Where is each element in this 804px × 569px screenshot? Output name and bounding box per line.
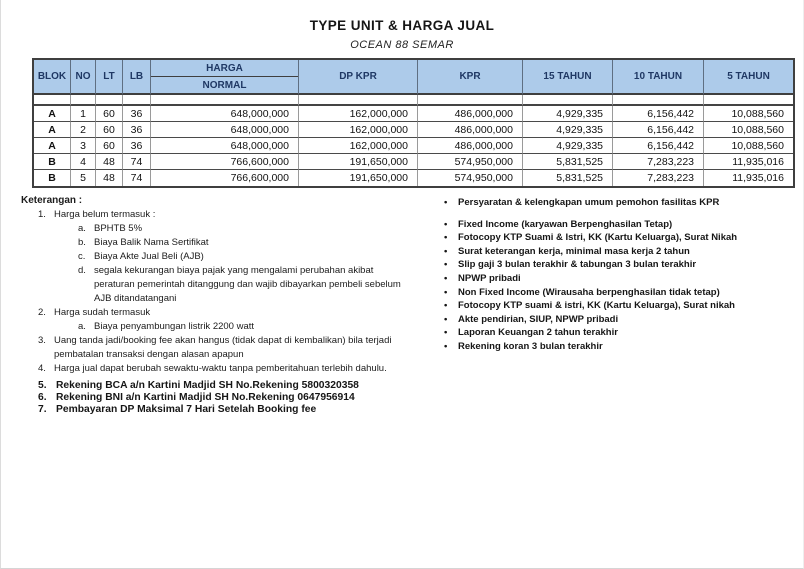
dp-payment-line: [21, 404, 421, 416]
column-header-10-tahun: 10 TAHUN: [613, 60, 704, 95]
cell-dp-kpr: 162,000,000: [299, 122, 418, 138]
cell-5-tahun: 10,088,560: [704, 138, 793, 154]
item-text: Fotocopy KTP suami & istri, KK (Kartu Keluarga), Surat nikah: [458, 300, 735, 312]
subitem-text: BPHTB 5%: [94, 223, 143, 234]
cell-lb: 36: [123, 106, 151, 122]
bullet-icon: •: [444, 197, 448, 208]
column-header-dp-kpr: DP KPR: [299, 60, 418, 95]
bullet-item: [444, 286, 800, 300]
cell-15-tahun: 4,929,335: [523, 138, 613, 154]
page-subtitle: OCEAN 88 SEMAR: [350, 39, 454, 51]
column-header-lb: LB: [123, 60, 151, 95]
harga-header-line2: NORMAL: [202, 79, 247, 91]
bullet-icon: •: [444, 232, 448, 244]
cell-10-tahun: 6,156,442: [613, 106, 704, 122]
cell-blok: A: [34, 138, 71, 154]
bank-account-block: [21, 380, 421, 417]
page-title: TYPE UNIT & HARGA JUAL: [309, 18, 495, 33]
list-item: [21, 306, 421, 320]
item-text: Non Fixed Income (Wirausaha berpenghasilan tidak tetap): [458, 286, 720, 298]
cell-lb: 36: [123, 138, 151, 154]
list-subitem: [21, 264, 421, 306]
item-number: 6.: [38, 392, 47, 404]
heading-text: Persyaratan & kelengkapan umum pemohon fasilitas KPR: [458, 197, 720, 208]
item-text: Harga belum termasuk :: [54, 209, 156, 220]
column-header-kpr: KPR: [418, 60, 523, 95]
subitem-text: Biaya Akte Jual Beli (AJB): [94, 251, 204, 262]
bullet-icon: •: [444, 272, 448, 284]
column-header-15-tahun: 15 TAHUN: [523, 60, 613, 95]
list-item: [21, 362, 421, 376]
persyaratan-section: [444, 196, 800, 354]
item-text: Slip gaji 3 bulan terakhir & tabungan 3 bulan terakhir: [458, 259, 697, 271]
cell-blok: B: [34, 154, 71, 170]
cell-5-tahun: 10,088,560: [704, 122, 793, 138]
bullet-icon: •: [444, 313, 448, 325]
item-text: Surat keterangan kerja, minimal masa kerja 2 tahun: [458, 245, 690, 257]
cell-10-tahun: 7,283,223: [613, 170, 704, 186]
item-number: 3.: [38, 335, 46, 346]
cell-no: 1: [71, 106, 96, 122]
cell-dp-kpr: 162,000,000: [299, 106, 418, 122]
cell-no: 4: [71, 154, 96, 170]
item-text: Uang tanda jadi/booking fee akan hangus (tidak dapat di kembalikan) bila terjadi pembatalan transaksi dengan alasan apapun: [54, 335, 392, 360]
item-number: 4.: [38, 363, 46, 374]
bullet-icon: •: [444, 245, 448, 257]
bank-account-line: [21, 380, 421, 392]
item-number: 1.: [38, 209, 46, 220]
bullet-icon: •: [444, 259, 448, 271]
keterangan-heading: Keterangan :: [21, 195, 83, 206]
cell-10-tahun: 7,283,223: [613, 154, 704, 170]
bullet-item: [444, 272, 800, 286]
bullet-icon: •: [444, 286, 448, 298]
bullet-item: [444, 218, 800, 232]
bullet-item: [444, 258, 800, 272]
subitem-text: Biaya Balik Nama Sertifikat: [94, 237, 209, 248]
cell-kpr: 574,950,000: [418, 170, 523, 186]
cell-no: 2: [71, 122, 96, 138]
cell-lt: 60: [96, 106, 123, 122]
cell-dp-kpr: 191,650,000: [299, 170, 418, 186]
item-number: 2.: [38, 307, 46, 318]
bullet-item: [444, 340, 800, 354]
cell-lb: 36: [123, 122, 151, 138]
cell-kpr: 486,000,000: [418, 122, 523, 138]
list-subitem: [21, 320, 421, 334]
cell-10-tahun: 6,156,442: [613, 138, 704, 154]
cell-10-tahun: 6,156,442: [613, 122, 704, 138]
item-text: Pembayaran DP Maksimal 7 Hari Setelah Booking fee: [56, 404, 317, 416]
cell-dp-kpr: 162,000,000: [299, 138, 418, 154]
bullet-icon: •: [444, 340, 448, 352]
cell-lt: 48: [96, 154, 123, 170]
item-text: NPWP pribadi: [458, 272, 521, 284]
cell-15-tahun: 4,929,335: [523, 106, 613, 122]
cell-5-tahun: 11,935,016: [732, 172, 784, 184]
cell-blok: A: [34, 106, 71, 122]
item-text: Harga sudah termasuk: [54, 307, 151, 318]
cell-kpr: 486,000,000: [418, 106, 523, 122]
cell-lt: 60: [96, 138, 123, 154]
cell-lb: 74: [123, 170, 151, 186]
item-number: 7.: [38, 404, 47, 416]
cell-15-tahun: 5,831,525: [523, 170, 613, 186]
bullet-item: [444, 245, 800, 259]
bullet-item: [444, 313, 800, 327]
subitem-text: Biaya penyambungan listrik 2200 watt: [94, 321, 255, 332]
column-header-lt: LT: [96, 60, 123, 95]
list-item: [21, 208, 421, 222]
column-header-blok: BLOK: [34, 60, 71, 95]
subitem-letter: a.: [78, 223, 86, 234]
harga-header-line1: HARGA: [151, 60, 298, 77]
bullet-icon: •: [444, 218, 448, 230]
item-text: Harga jual dapat berubah sewaktu-waktu tanpa pemberitahuan terlebih dahulu.: [54, 363, 387, 374]
bullet-icon: •: [444, 300, 448, 312]
cell-no: 3: [71, 138, 96, 154]
cell-kpr: 486,000,000: [418, 138, 523, 154]
keterangan-section: [21, 194, 421, 417]
item-text: Rekening BCA a/n Kartini Madjid SH No.Rekening 5800320358: [56, 380, 359, 391]
cell-lb: 74: [123, 154, 151, 170]
subitem-letter: a.: [78, 321, 86, 332]
cell-lt: 48: [96, 170, 123, 186]
cell-harga-normal: 648,000,000: [151, 122, 299, 138]
column-header-harga-normal: [151, 60, 299, 95]
item-text: Fotocopy KTP Suami & Istri, KK (Kartu Keluarga), Surat Nikah: [458, 232, 738, 244]
cell-blok: B: [34, 170, 71, 186]
list-item: [21, 334, 421, 362]
cell-harga-normal: 766,600,000: [151, 154, 299, 170]
cell-no: 5: [71, 170, 96, 186]
bullet-item: [444, 299, 800, 313]
subitem-letter: c.: [78, 251, 86, 262]
cell-5-tahun: 11,935,016: [704, 154, 793, 170]
cell-blok: A: [34, 122, 71, 138]
persyaratan-heading: [444, 196, 800, 210]
bullet-item: [444, 231, 800, 245]
item-text: Fixed Income (karyawan Berpenghasilan Tetap): [458, 218, 673, 230]
bullet-item: [444, 326, 800, 340]
item-text: Akte pendirian, SIUP, NPWP pribadi: [458, 313, 619, 325]
cell-15-tahun: 4,929,335: [523, 122, 613, 138]
cell-kpr: 574,950,000: [418, 154, 523, 170]
list-subitem: [21, 250, 421, 264]
column-header-5-tahun: 5 TAHUN: [704, 60, 793, 95]
item-text: Rekening BNI a/n Kartini Madjid SH No.Rekening 0647956914: [56, 392, 355, 404]
subitem-letter: d.: [78, 265, 86, 276]
cell-harga-normal: 648,000,000: [151, 106, 299, 122]
unit-price-table: [32, 58, 795, 188]
cell-dp-kpr: 191,650,000: [299, 154, 418, 170]
item-text: Rekening koran 3 bulan terakhir: [458, 340, 603, 352]
list-subitem: [21, 236, 421, 250]
column-header-no: NO: [71, 60, 96, 95]
subitem-text: segala kekurangan biaya pajak yang mengalami perubahan akibat peraturan pemerintah ditanggung dan wajib dibayarkan pembeli sebelum AJB ditandatangani: [94, 265, 401, 304]
item-text: Laporan Keuangan 2 tahun terakhir: [458, 327, 618, 339]
cell-harga-normal: 648,000,000: [151, 138, 299, 154]
cell-harga-normal: 766,600,000: [151, 170, 299, 186]
bullet-icon: •: [444, 327, 448, 339]
cell-lt: 60: [96, 122, 123, 138]
list-subitem: [21, 222, 421, 236]
cell-15-tahun: 5,831,525: [523, 154, 613, 170]
subitem-letter: b.: [78, 237, 86, 248]
item-number: 5.: [38, 380, 47, 391]
cell-5-tahun: 10,088,560: [704, 106, 793, 122]
bank-account-line: [21, 392, 421, 404]
